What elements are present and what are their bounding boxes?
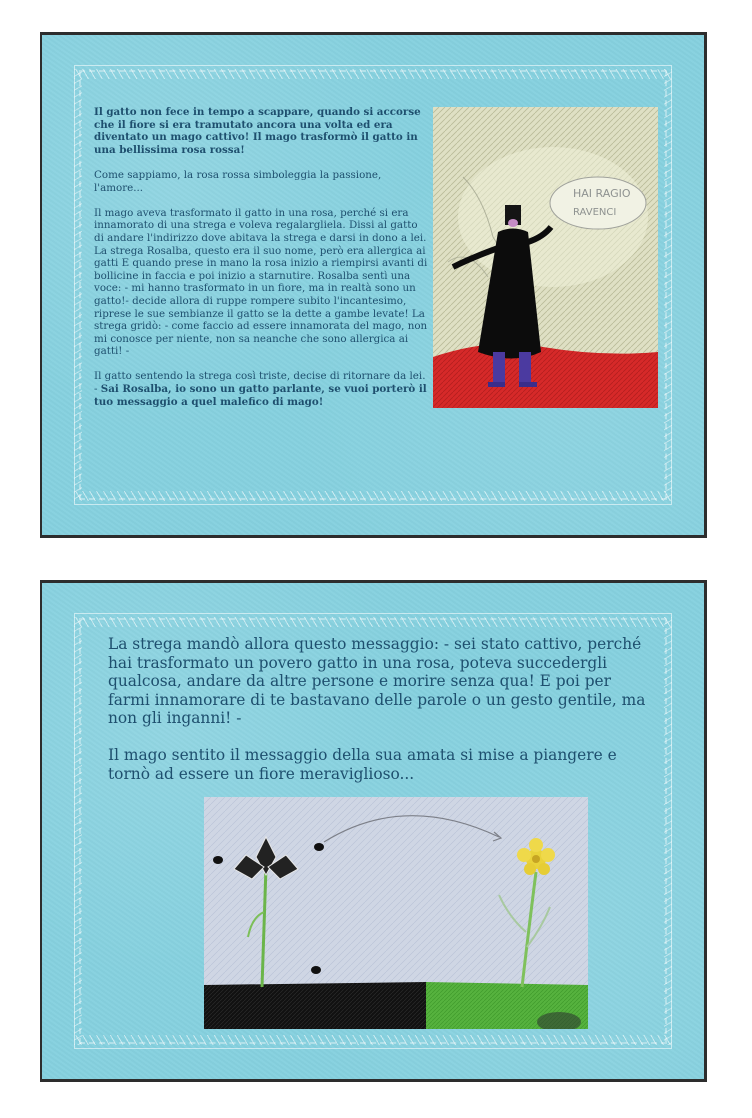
decorative-border-bottom	[74, 491, 672, 501]
text-segment: Sai Rosalba, io sono un gatto parlante, se vuoi porterò il tuo messaggio a quel malefico di mago!	[94, 383, 427, 408]
speech-bubble-line-2: RAVENCI	[573, 207, 617, 218]
slide-1-text	[94, 106, 430, 421]
slide-1	[40, 32, 707, 538]
slide-2-text	[108, 635, 648, 801]
text-segment: Il mago aveva trasformato il gatto in una rosa, perché si era innamorato di una strega e voleva regalargliela. Dissi al gatto di andare l'indirizzo dove abitava la strega e darsi in dono a lei. La strega Rosalba, questo era il suo nome, però era allergica ai gatti E quando prese in mano la rosa inizio a riempirsi avanti di bollicine in faccia e poi inizio a starnutire. Rosalba sentì una voce: - mi hanno trasformato in un fiore, ma in realtà sono un gatto!- decide allora di ruppe rompere subito l'incantesimo, riprese le sue sembianze il gatto se la dette a gambe levate! La strega gridò: - come faccio ad essere innamorata del mago, non mi conosce per niente, non sa neanche che sono allergica ai gatti! -	[94, 206, 428, 358]
text-segment: Il mago sentito il messaggio della sua amata si mise a piangere e tornò ad essere un fiore meraviglioso...	[108, 745, 617, 783]
decorative-border-top	[74, 617, 672, 627]
paragraph	[94, 207, 430, 358]
slide-2	[40, 580, 707, 1082]
paragraph	[108, 746, 648, 783]
paragraph	[94, 169, 430, 194]
decorative-border-left	[74, 617, 82, 1045]
paragraph	[94, 106, 430, 156]
decorative-border-right	[664, 617, 672, 1045]
text-segment: La strega mandò allora questo messaggio: - sei stato cattivo, perché hai trasformato un povero gatto in una rosa, poteva succedergli qualcosa, andare da altre persone e morire senza qua! E poi per farmi innamorare di te bastavano delle parole o un gesto gentile, ma non gli inganni! -	[108, 635, 646, 728]
decorative-border-right	[664, 69, 672, 501]
text-segment: Il gatto non fece	[94, 106, 193, 118]
text-segment: Come sappiamo, la rosa rossa simboleggia la passione, l'amore...	[94, 168, 382, 194]
paragraph	[108, 635, 648, 728]
witch-drawing-image	[433, 107, 658, 408]
decorative-border-left	[74, 69, 82, 501]
text-segment: in tempo a scappare, quando si accorse che il fiore si era tramutato ancora una volta ed era diventato un mago cattivo! Il mago trasformò il gatto in una bellissima rosa rossa!	[94, 106, 421, 156]
decorative-border-top	[74, 69, 672, 79]
paragraph	[94, 370, 430, 408]
flowers-drawing-image	[204, 797, 588, 1029]
decorative-border-bottom	[74, 1035, 672, 1045]
speech-bubble-line-1: HAI RAGIO	[573, 187, 631, 200]
text-segment: Il gatto sentendo la strega così triste, decise di ritornare da lei. -	[94, 370, 426, 396]
